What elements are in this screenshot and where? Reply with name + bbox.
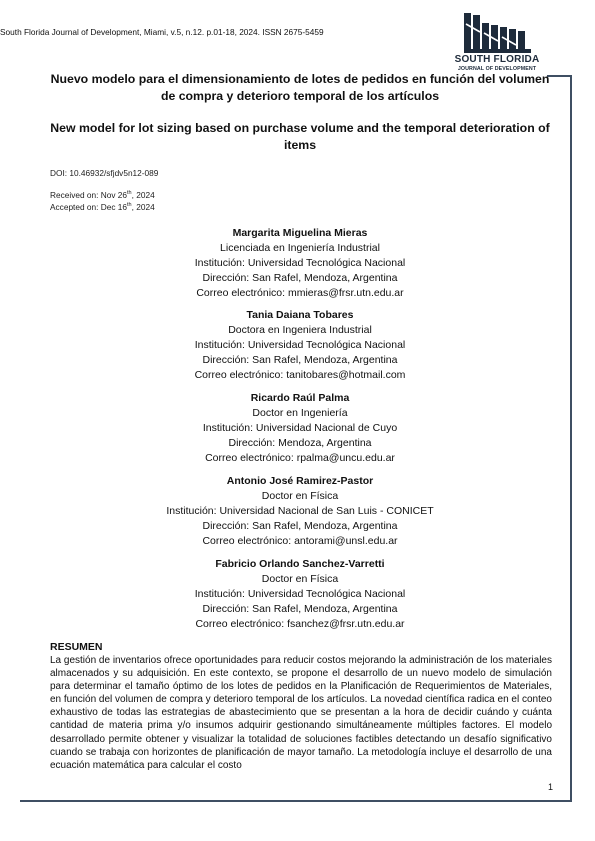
author-block: [100, 391, 500, 466]
journal-header-line: South Florida Journal of Development, Miami, v.5, n.12. p.01-18, 2024. ISSN 2675-5459: [0, 27, 324, 37]
abstract-heading: RESUMEN: [50, 641, 103, 653]
logo-wordmark: SOUTH FLORIDA: [454, 54, 540, 65]
author-degree: Doctor en Física: [261, 573, 339, 585]
frame-right-rule: [570, 75, 572, 802]
author-degree: Licenciada en Ingeniería Industrial: [220, 242, 380, 254]
author-email: Correo electrónico: mmieras@frsr.utn.edu.ar: [196, 287, 404, 299]
author-email: Correo electrónico: fsanchez@frsr.utn.edu.ar: [195, 618, 405, 630]
logo-tagline: JOURNAL OF DEVELOPMENT: [457, 66, 537, 72]
title-spanish: Nuevo modelo para el dimensionamiento de lotes de pedidos en función del volumen de compra y deterioro temporal de los artículos: [50, 72, 550, 103]
author-email: Correo electrónico: rpalma@uncu.edu.ar: [205, 452, 395, 464]
author-address: Dirección: San Rafel, Mendoza, Argentina: [202, 272, 398, 284]
journal-logo: [447, 9, 547, 75]
author-name: Margarita Miguelina Mieras: [232, 227, 368, 239]
author-institution: Institución: Universidad Tecnológica Nacional: [194, 588, 406, 600]
author-email: Correo electrónico: tanitobares@hotmail.com: [194, 369, 406, 381]
abstract-text: La gestión de inventarios ofrece oportunidades para reducir costos mejorando la administración de los materiales almacenados y su adquisición. En este contexto, se propone el desarrollo de un nuevo modelo de simulación para determinar el tamaño óptimo de los lotes de pedidos en la Planificación de Requerimientos de Materiales, en función del volumen de compra y deterioro temporal de los artículos. La novedad científica radica en el conteo exhaustivo de todas las estrategias de abastecimiento que se presentan a la hora de decidir cuándo y cuánta cantidad de materia prima y/o insumos adquirir gestionando simultáneamente múltiples factores. El modelo desarrollado permite obtener y visualizar la totalidad de soluciones factibles detectando un desafío significativo cuando se trabaja con horizontes de planificación de mayor tamaño. La metodología incluye el desarrollo de una ecuación matemática para calcular el costo: [50, 655, 552, 771]
author-degree: Doctora en Ingeniera Industrial: [228, 324, 372, 336]
author-email: Correo electrónico: antorami@unsl.edu.ar: [202, 535, 398, 547]
author-degree: Doctor en Física: [261, 490, 339, 502]
author-degree: Doctor en Ingeniería: [252, 407, 348, 419]
author-block: [100, 308, 500, 383]
frame-bottom-rule: [20, 800, 572, 802]
author-address: Dirección: Mendoza, Argentina: [228, 437, 372, 449]
logo-skyline-icon: [447, 9, 547, 55]
author-block: [100, 474, 500, 549]
author-name: Antonio José Ramirez-Pastor: [226, 475, 374, 487]
author-address: Dirección: San Rafel, Mendoza, Argentina: [202, 354, 398, 366]
doi: DOI: 10.46932/sfjdv5n12-089: [50, 168, 159, 178]
received-date: Received on: Nov 26th, 2024: [50, 190, 155, 200]
author-block: [100, 557, 500, 632]
author-institution: Institución: Universidad Nacional de San Luis - CONICET: [166, 505, 434, 517]
title-english: New model for lot sizing based on purchase volume and the temporal deterioration of items: [50, 121, 550, 152]
author-name: Ricardo Raúl Palma: [250, 392, 350, 404]
author-institution: Institución: Universidad Tecnológica Nacional: [194, 339, 406, 351]
author-institution: Institución: Universidad Tecnológica Nacional: [194, 257, 406, 269]
author-name: Tania Daiana Tobares: [246, 309, 354, 321]
frame-top-rule: [547, 75, 572, 77]
author-address: Dirección: San Rafel, Mendoza, Argentina: [202, 603, 398, 615]
page-number: 1: [548, 782, 554, 792]
author-name: Fabricio Orlando Sanchez-Varretti: [215, 558, 385, 570]
author-block: [100, 226, 500, 301]
accepted-date: Accepted on: Dec 16th, 2024: [50, 202, 155, 212]
author-institution: Institución: Universidad Nacional de Cuyo: [202, 422, 398, 434]
author-address: Dirección: San Rafel, Mendoza, Argentina: [202, 520, 398, 532]
